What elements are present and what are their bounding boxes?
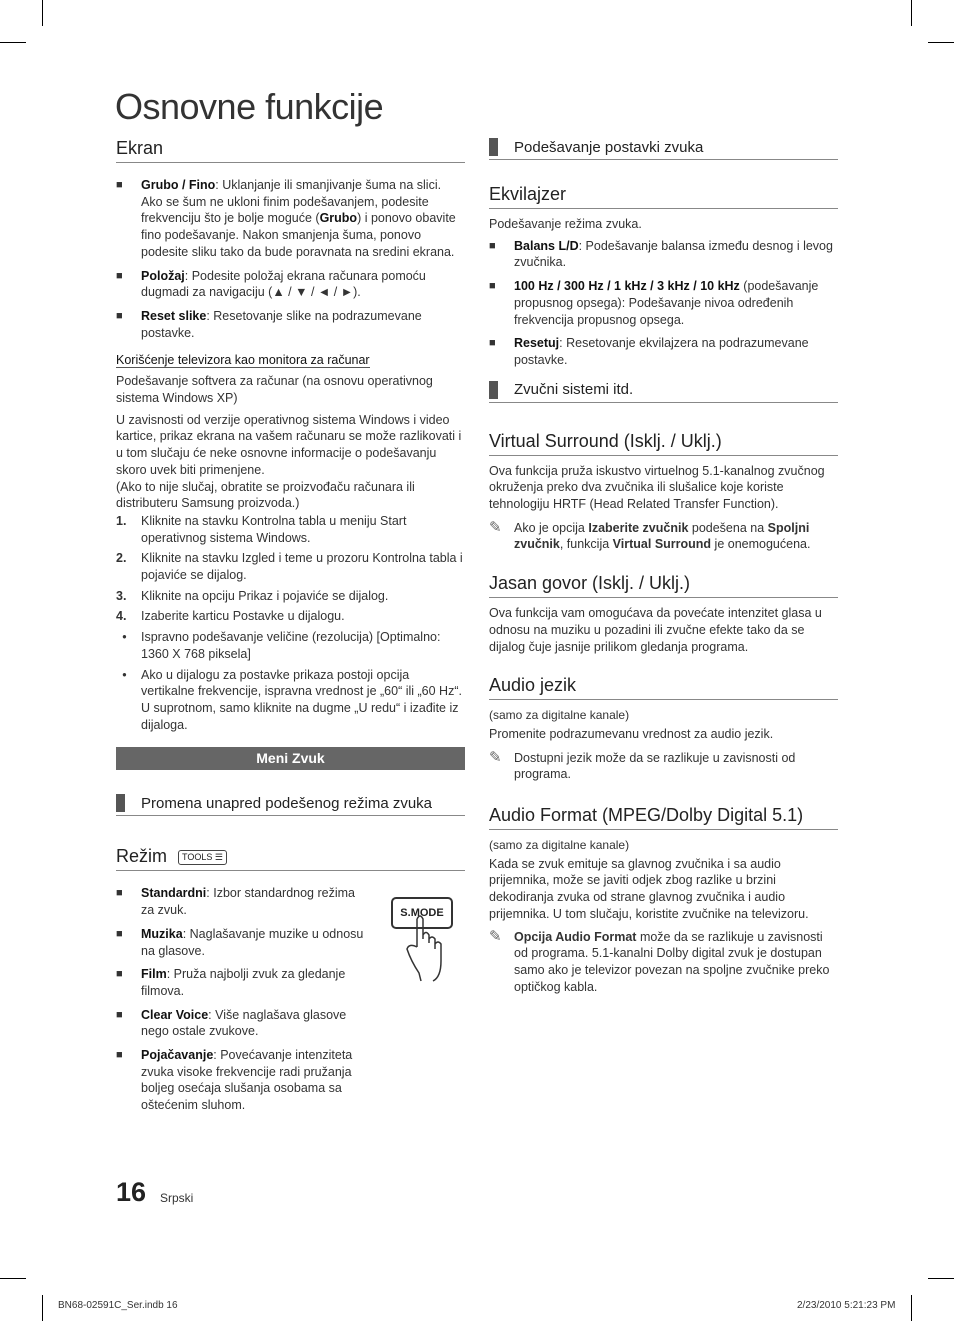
square-bullet-icon: ■: [116, 269, 123, 282]
eq-item-text: Balans L/D: Podešavanje balansa između desnog i levog zvučnika.: [514, 238, 833, 270]
ekran-heading: Ekran: [116, 138, 465, 163]
dot-bullet-icon: •: [122, 667, 127, 682]
heading-block-icon: [489, 381, 498, 399]
vs-note-text: Ako je opcija Izaberite zvučnik podešena na Spoljni zvučnik, funkcija Virtual Surround je onemogućena.: [514, 520, 811, 552]
rezim-item: [116, 885, 366, 918]
dot-item: [116, 629, 465, 662]
jg-heading: Jasan govor (Isklj. / Uklj.): [489, 573, 838, 598]
step-number: 2.: [116, 551, 127, 566]
monitor-paragraph: Podešavanje softvera za računar (na osnovu operativnog sistema Windows XP): [116, 374, 433, 406]
rezim-heading: [116, 846, 465, 871]
eq-item: [489, 335, 838, 368]
imprint-file: BN68-02591C_Ser.indb 16: [58, 1300, 178, 1311]
dot-text: Ako u dijalogu za postavke prikaza postoji opcija vertikalne frekvencije, ispravna vrednost je „60“ ili „60 Hz“. U suprotnom, samo kliknite na dugme „U redu“ i izađite iz dijaloga.: [141, 667, 462, 732]
steps-list: [116, 513, 465, 625]
monitor-paragraph: U zavisnosti od verzije operativnog sistema Windows i video kartice, prikaz ekrana na vašem računaru se može razlikovati i u tom slučaju će neke osnovne informacije o podešavanju skoro uvek biti primenjene.: [116, 412, 462, 477]
vs-text: Ova funkcija pruža iskustvo virtuelnog 5.1-kanalnog zvučnog okruženja preko dva zvučnika ili slušalice koje koriste tehnologiju HRTF (Head Related Transfer Function).: [489, 463, 825, 512]
pencil-note-icon: ✎: [489, 927, 502, 945]
dot-item: [116, 667, 465, 734]
dot-text: Ispravno podešavanje veličine (rezolucija) [Optimalno: 1360 X 768 piksela]: [141, 630, 441, 661]
step-number: 1.: [116, 513, 127, 528]
systems-heading-text: Zvučni sistemi itd.: [514, 381, 634, 399]
step-text: Kliknite na stavku Kontrolna tabla u meniju Start operativnog sistema Windows.: [141, 513, 407, 545]
eq-item: [489, 278, 838, 328]
eq-list: [489, 238, 838, 369]
rezim-item: [116, 966, 366, 999]
page-title: Osnovne funkcije: [115, 86, 384, 127]
crop-mark: [0, 42, 26, 43]
tools-badge-text: TOOLS: [182, 852, 213, 863]
pencil-note-icon: ✎: [489, 748, 502, 766]
rezim-item: [116, 1007, 366, 1040]
heading-block-icon: [116, 794, 125, 812]
step-item: [116, 550, 465, 583]
square-bullet-icon: ■: [116, 179, 123, 191]
ekran-list: [116, 177, 465, 341]
preset-heading: [116, 794, 465, 816]
square-bullet-icon: ■: [116, 1008, 123, 1021]
crop-mark: [928, 42, 954, 43]
square-bullet-icon: ■: [116, 1049, 123, 1062]
af-heading: Audio Format (MPEG/Dolby Digital 5.1): [489, 805, 838, 830]
dots-list: [116, 629, 465, 733]
eq-item: [489, 238, 838, 271]
tools-icon: ☰: [214, 852, 223, 863]
vs-heading: Virtual Surround (Isklj. / Uklj.): [489, 431, 838, 456]
ekran-item: [116, 268, 465, 301]
vs-note: [489, 520, 838, 553]
step-text: Kliknite na opciju Prikaz i pojaviće se dijalog.: [141, 588, 389, 603]
section-banner: Meni Zvuk: [116, 747, 465, 770]
left-column: [116, 138, 465, 1114]
af-small: (samo za digitalne kanale): [489, 838, 630, 853]
crop-mark: [42, 1295, 43, 1321]
heading-block-icon: [489, 138, 498, 156]
square-bullet-icon: ■: [116, 968, 123, 981]
eq-item-text: Resetuj: Resetovanje ekvilajzera na podrazumevane postavke.: [514, 336, 809, 367]
step-number: 3.: [116, 588, 127, 603]
page-number: 16: [116, 1177, 147, 1207]
settings-heading: [489, 138, 838, 160]
crop-mark: [911, 0, 912, 26]
eq-item-text: 100 Hz / 300 Hz / 1 kHz / 3 kHz / 10 kHz (podešavanje propusnog opsega): Podešavanje nivoa određenih frekvencija propusnog opsega.: [514, 279, 819, 327]
square-bullet-icon: ■: [116, 887, 123, 900]
ekran-item: [116, 177, 465, 261]
square-bullet-icon: ■: [116, 309, 123, 322]
tools-badge: [178, 850, 227, 865]
step-number: 4.: [116, 609, 127, 624]
monitor-subheading: Korišćenje televizora kao monitora za računar: [116, 353, 370, 368]
eq-intro: Podešavanje režima zvuka.: [489, 217, 642, 231]
rezim-item-text: Clear Voice: Više naglašava glasove nego ostale zvukove.: [141, 1007, 347, 1039]
preset-heading-text: Promena unapred podešenog režima zvuka: [141, 794, 433, 812]
step-item: [116, 513, 465, 546]
aj-note: [489, 750, 838, 783]
aj-heading: Audio jezik: [489, 675, 838, 700]
ekran-item: [116, 308, 465, 341]
page-language: Srpski: [160, 1191, 194, 1205]
ekran-item-text: Grubo / Fino: Uklanjanje ili smanjivanje šuma na slici. Ako se šum ne ukloni finim podešavanjem, podesite frekvenciju što je bolje moguće (Grubo) i ponovo obavite fino podešavanje. Nakon smanjenja šuma, ponovo podesite sliku tako da bude poravnata na sredini ekrana.: [141, 178, 456, 259]
imprint-date: 2/23/2010 5:21:23 PM: [797, 1300, 896, 1311]
rezim-item: [116, 926, 366, 959]
rezim-item-text: Standardni: Izbor standardnog režima za zvuk.: [141, 886, 355, 918]
monitor-paragraph: (Ako to nije slučaj, obratite se proizvođaču računara ili distributeru Samsung proizvoda.): [116, 479, 415, 511]
rezim-item-text: Pojačavanje: Povećavanje intenziteta zvuka visoke frekvencije radi pružanja boljeg osećaja slušanja osobama sa oštećenim sluhom.: [141, 1048, 353, 1113]
smode-illustration: [389, 891, 459, 986]
step-item: [116, 608, 465, 625]
crop-mark: [0, 1278, 26, 1279]
systems-heading: [489, 381, 838, 403]
af-text: Kada se zvuk emituje sa glavnog zvučnika i sa audio prijemnika, može se javiti odjek zbog razlike u brzini dekodiranja zvuka od strane glavnog zvučnika i audio prijemnika. U tom slučaju, koristite zvučnike na televizoru.: [489, 856, 809, 921]
crop-mark: [911, 1295, 912, 1321]
square-bullet-icon: ■: [116, 927, 123, 940]
square-bullet-icon: ■: [489, 337, 496, 350]
smode-label: S.MODE: [400, 907, 444, 920]
right-column: [489, 138, 838, 995]
aj-text: Promenite podrazumevanu vrednost za audio jezik.: [489, 726, 774, 741]
eq-heading: Ekvilajzer: [489, 184, 838, 209]
rezim-item-text: Muzika: Naglašavanje muzike u odnosu na glasove.: [141, 926, 364, 958]
step-text: Izaberite karticu Postavke u dijalogu.: [141, 609, 345, 624]
rezim-list: [116, 885, 366, 1113]
square-bullet-icon: ■: [489, 239, 496, 252]
crop-mark: [42, 0, 43, 26]
step-item: [116, 588, 465, 605]
ekran-item-text: Položaj: Podesite položaj ekrana računara pomoću dugmadi za navigaciju (▲ / ▼ / ◄ / ►).: [141, 268, 426, 300]
af-note: [489, 929, 838, 996]
rezim-item: [116, 1047, 366, 1114]
crop-mark: [928, 1278, 954, 1279]
aj-note-text: Dostupni jezik može da se razlikuje u zavisnosti od programa.: [514, 750, 796, 782]
aj-small: (samo za digitalne kanale): [489, 708, 630, 723]
rezim-heading-text: Režim: [116, 846, 168, 867]
jg-text: Ova funkcija vam omogućava da povećate intenzitet glasa u odnosu na muziku u pozadini ili zvučne efekte tako da se dijalog čuje jasnije prilikom gledanja programa.: [489, 606, 822, 654]
af-note-text: Opcija Audio Format može da se razlikuje u zavisnosti od programa. 5.1-kanalni Dolby digital zvuk je dostupan samo ako je televizor povezan na spoljne zvučnike preko optičkog kabla.: [514, 929, 830, 994]
dot-bullet-icon: •: [122, 630, 127, 645]
pencil-note-icon: ✎: [489, 518, 502, 536]
settings-heading-text: Podešavanje postavki zvuka: [514, 138, 704, 156]
square-bullet-icon: ■: [489, 280, 496, 293]
ekran-item-text: Reset slike: Resetovanje slike na podrazumevane postavke.: [141, 308, 422, 340]
hand-pointing-icon: [389, 891, 459, 986]
step-text: Kliknite na stavku Izgled i teme u prozoru Kontrolna tabla i pojaviće se dijalog.: [141, 551, 463, 583]
rezim-item-text: Film: Pruža najbolji zvuk za gledanje filmova.: [141, 967, 346, 998]
